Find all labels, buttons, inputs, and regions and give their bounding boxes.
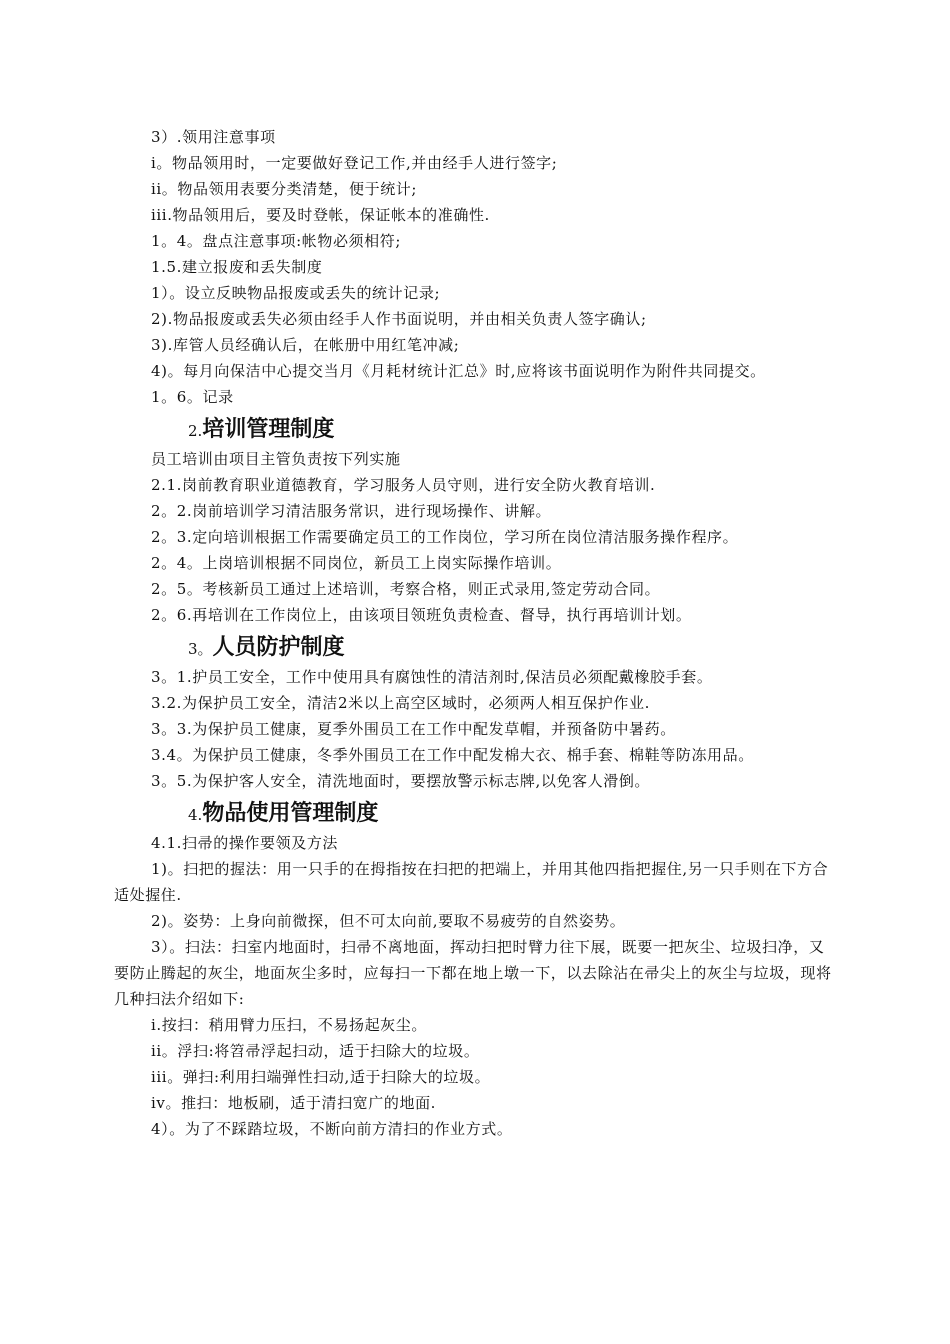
paragraph: 2.1.岗前教育职业道德教育，学习服务人员守则，进行安全防火教育培训. [151, 476, 656, 494]
paragraph: 1.5.建立报废和丢失制度 [151, 258, 323, 276]
paragraph: 1。6。记录 [151, 388, 234, 406]
section-heading-training [114, 410, 836, 446]
paragraph: i.按扫：稍用臂力压扫，不易扬起灰尘。 [151, 1016, 427, 1034]
paragraph: 1)。扫把的握法：用一只手的在拇指按在扫把的把端上，并用其他四指把握住,另一只手则在下方合适处握住. [114, 860, 829, 904]
document-body [114, 124, 836, 1142]
paragraph: 4)。每月向保洁中心提交当月《月耗材统计汇总》时,应将该书面说明作为附件共同提交。 [151, 362, 766, 380]
paragraph: 3.2.为保护员工安全，清洁2米以上高空区域时，必须两人相互保护作业. [151, 694, 650, 712]
paragraph: 1）。设立反映物品报废或丢失的统计记录; [151, 284, 441, 302]
paragraph: 3.4。为保护员工健康，冬季外围员工在工作中配发棉大衣、棉手套、棉鞋等防冻用品。 [151, 746, 754, 764]
paragraph: 2。6.再培训在工作岗位上，由该项目领班负责检查、督导，执行再培训计划。 [151, 606, 692, 624]
paragraph: 3。1.护员工安全，工作中使用具有腐蚀性的清洁剂时,保洁员必须配戴橡胶手套。 [151, 668, 713, 686]
paragraph: ii。浮扫:将笤帚浮起扫动，适于扫除大的垃圾。 [151, 1042, 480, 1060]
section-title: 物品使用管理制度 [202, 801, 379, 826]
paragraph: i。物品领用时，一定要做好登记工作,并由经手人进行签字; [151, 154, 558, 172]
paragraph: 3）。扫法：扫室内地面时，扫帚不离地面，挥动扫把时臂力往下展，既要一把灰尘、垃圾扫净，又要防止腾起的灰尘，地面灰尘多时，应每扫一下都在地上墩一下，以去除沾在帚尖上的灰尘与垃圾，现将几种扫法介绍如下: [114, 938, 832, 1008]
paragraph: iv。推扫：地板刷，适于清扫宽广的地面. [151, 1094, 437, 1112]
section-number: 2. [188, 422, 203, 440]
paragraph: ii。物品领用表要分类清楚，便于统计; [151, 180, 418, 198]
section-title: 人员防护制度 [212, 635, 345, 660]
paragraph: 2。2.岗前培训学习清洁服务常识，进行现场操作、讲解。 [151, 502, 552, 520]
paragraph: 2。4。上岗培训根据不同岗位，新员工上岗实际操作培训。 [151, 554, 562, 572]
section-number: 4. [188, 806, 203, 824]
paragraph: 4）。为了不踩踏垃圾，不断向前方清扫的作业方式。 [151, 1120, 513, 1138]
paragraph: 2。5。考核新员工通过上述培训，考察合格，则正式录用,签定劳动合同。 [151, 580, 661, 598]
paragraph: 1。4。盘点注意事项:帐物必须相符; [151, 232, 401, 250]
paragraph: 3）.领用注意事项 [151, 128, 276, 146]
paragraph: 员工培训由项目主管负责按下列实施 [151, 450, 401, 468]
paragraph: 2)。姿势：上身向前微探，但不可太向前,要取不易疲劳的自然姿势。 [151, 912, 626, 930]
paragraph: 3。5.为保护客人安全，清洗地面时，要摆放警示标志牌,以免客人滑倒。 [151, 772, 651, 790]
paragraph: iii。弹扫:利用扫端弹性扫动,适于扫除大的垃圾。 [151, 1068, 491, 1086]
paragraph: 3。3.为保护员工健康，夏季外围员工在工作中配发草帽，并预备防中暑药。 [151, 720, 676, 738]
paragraph: 2).物品报废或丢失必须由经手人作书面说明，并由相关负责人签字确认; [151, 310, 647, 328]
paragraph: iii.物品领用后，要及时登帐，保证帐本的准确性. [151, 206, 490, 224]
paragraph: 2。3.定向培训根据工作需要确定员工的工作岗位，学习所在岗位清洁服务操作程序。 [151, 528, 739, 546]
section-heading-usage [114, 794, 836, 830]
paragraph: 4.1.扫帚的操作要领及方法 [151, 834, 339, 852]
section-heading-protection [114, 628, 836, 664]
paragraph: 3).库管人员经确认后，在帐册中用红笔冲减; [151, 336, 460, 354]
section-number: 3。 [188, 640, 213, 658]
section-title: 培训管理制度 [202, 417, 335, 442]
